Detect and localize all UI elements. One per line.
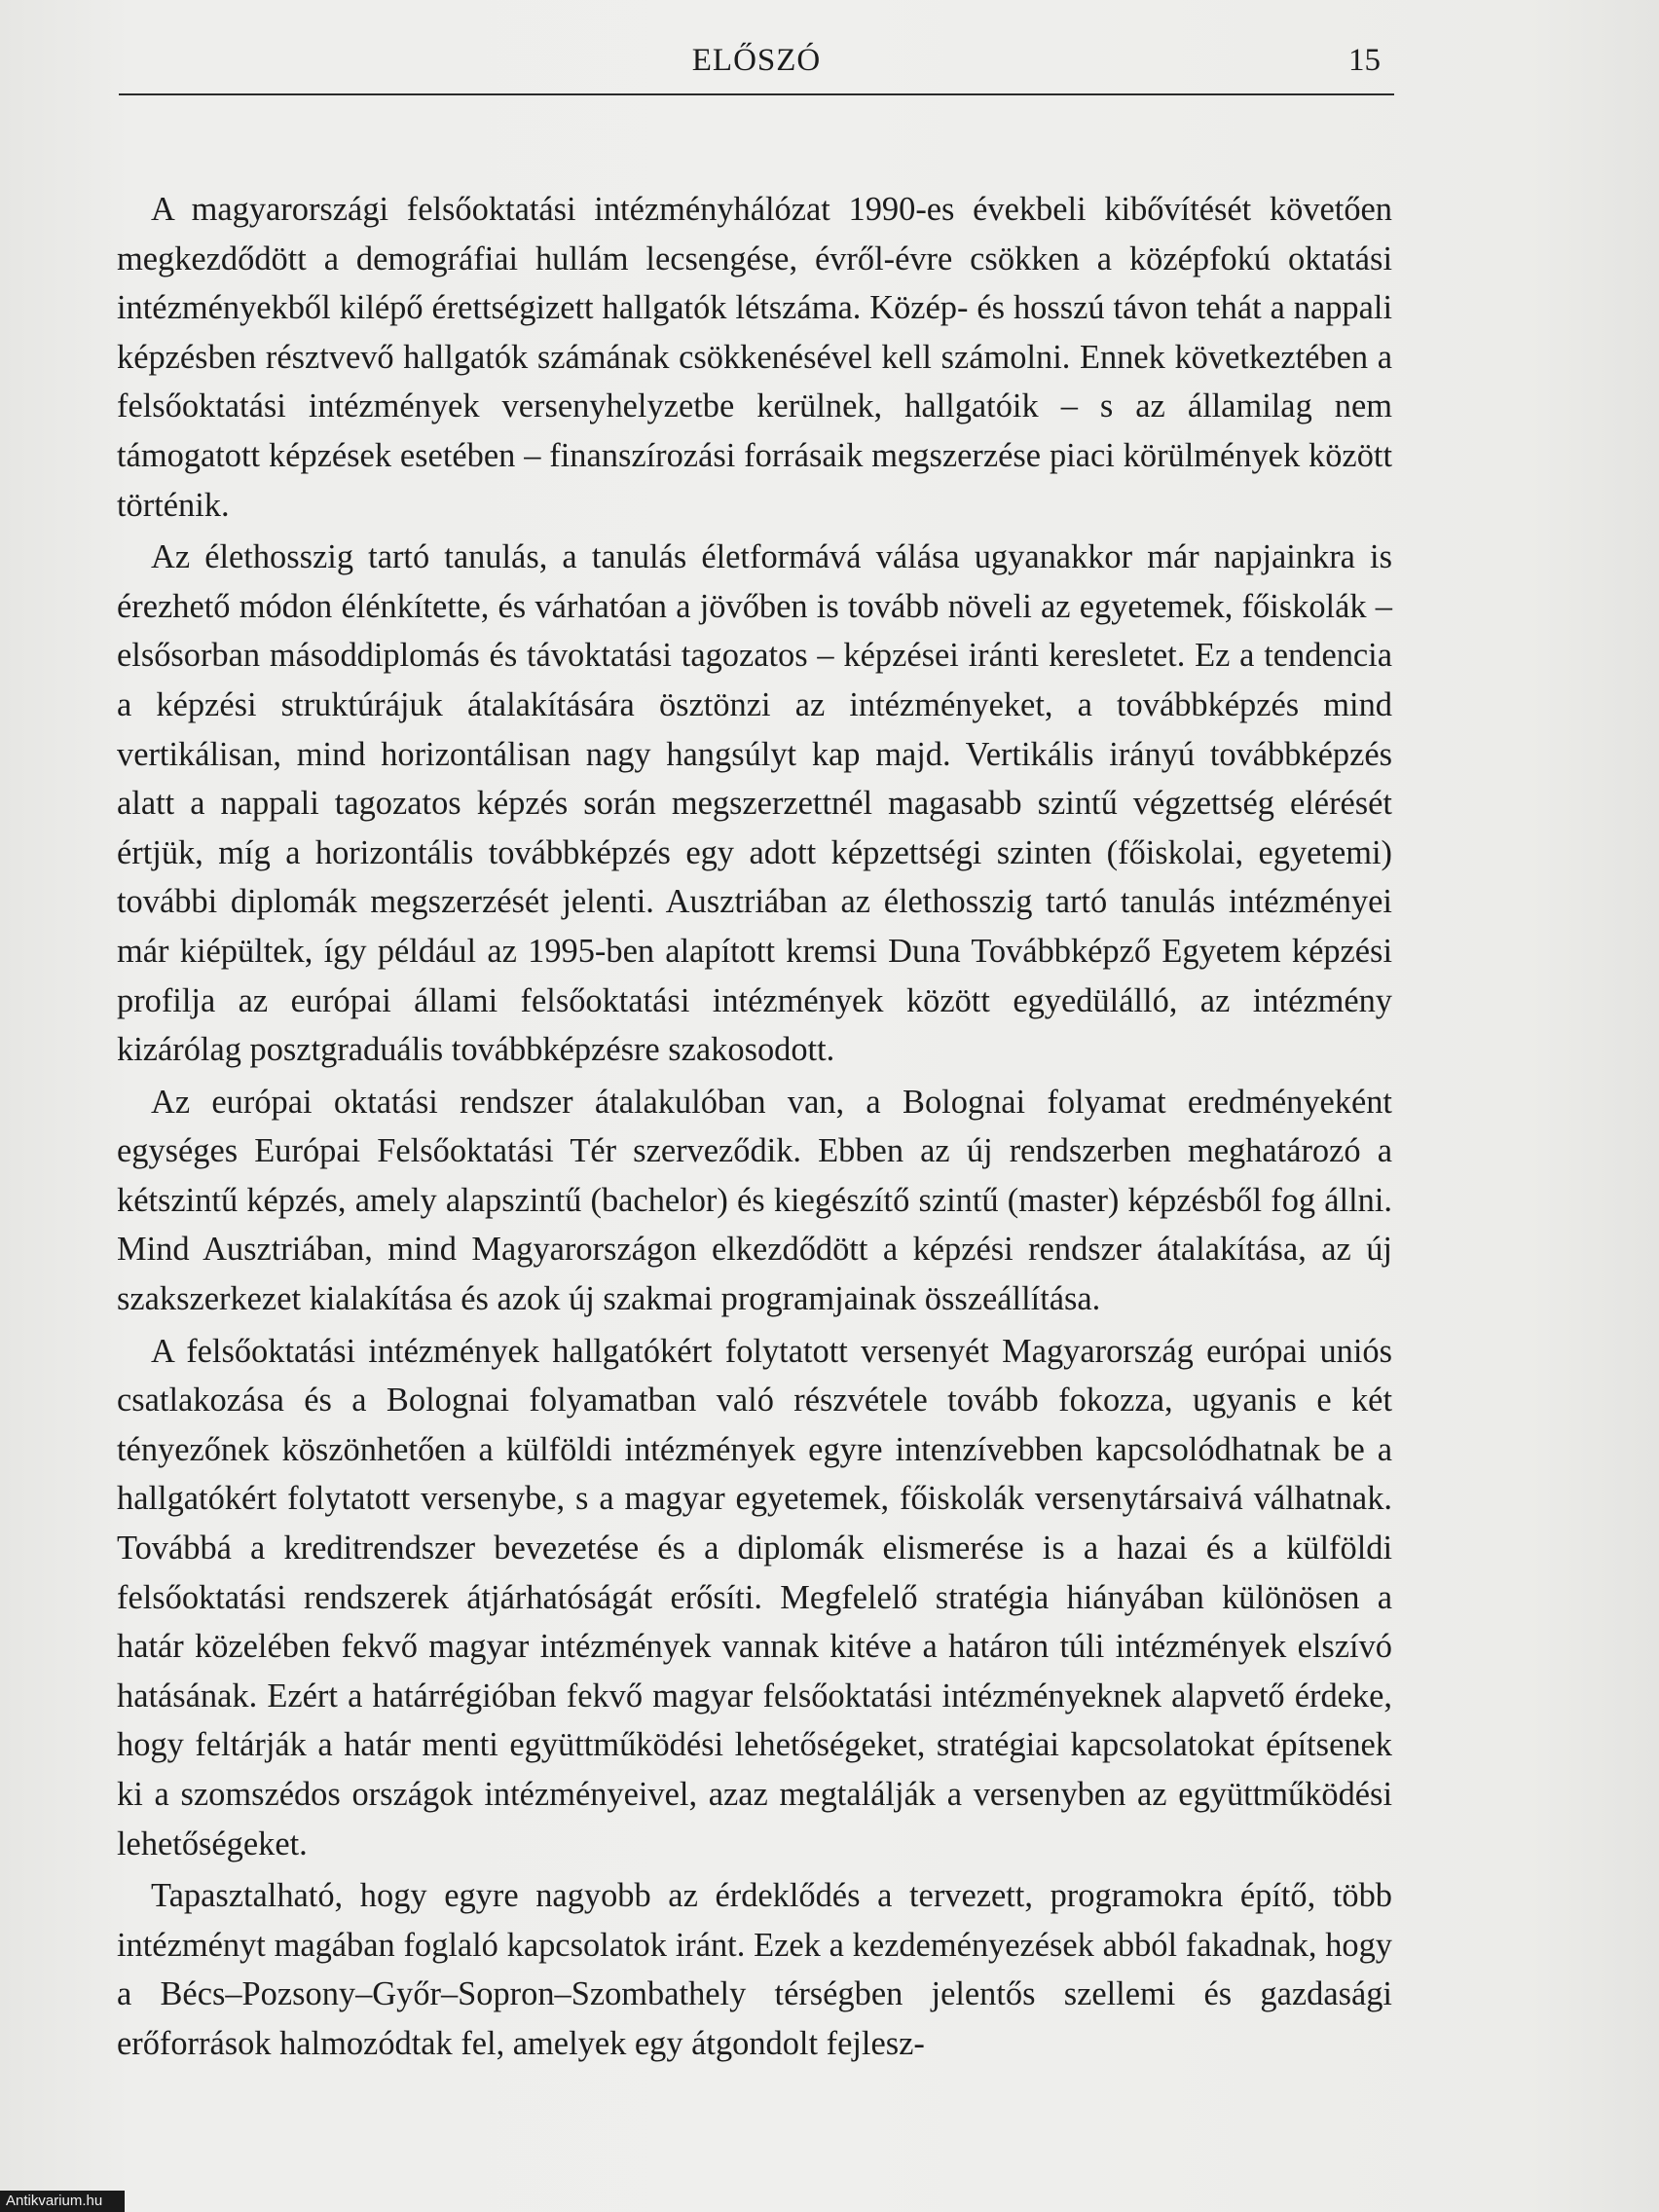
paragraph-2: Az élethosszig tartó tanulás, a tanulás életformává válása ugyanakkor már napjainkra is érezhető módon élénkítette, és várhatóan a jövőben is tovább növeli az egyetemek, főiskolák – elsősorban másoddiplomás és távoktatási tagozatos – képzései iránti keresletet. Ez a tendencia a képzési struktúrájuk átalakítására ösztönzi az intézményeket, a továbbképzés mind vertikálisan, mind horizontálisan nagy hangsúlyt kap majd. Vertikális irányú továbbképzés alatt a nappali tagozatos képzés során megszerzettnél magasabb szintű végzettség elérését értjük, míg a horizontális továbbképzés egy adott képzettségi szinten (főiskolai, egyetemi) további diplomák megszerzését jelenti. Ausztriában az élethosszig tartó tanulás intézményei már kiépültek, így például az 1995-ben alapított kremsi Duna Továbbképző Egyetem képzési profilja az európai állami felsőoktatási intézmények között egyedülálló, az intézmény kizárólag posztgraduális továbbképzésre szakosodott. <box>117 538 1392 1069</box>
watermark: Antikvarium.hu <box>0 2191 125 2212</box>
paragraph-5: Tapasztalható, hogy egyre nagyobb az érdeklődés a tervezett, programokra építő, több intézményt magában foglaló kapcsolatok iránt. Ezek a kezdeményezések abból fakadnak, hogy a Bécs–Pozsony–Győr–Sopron–Szombathely térségben jelentős szellemi és gazdasági erőforrások halmozódtak fel, amelyek egy átgondolt fejlesz- <box>117 1877 1392 2062</box>
chapter-title: ELŐSZÓ <box>691 43 822 78</box>
page-number: 15 <box>1348 43 1381 78</box>
paragraph-4: A felsőoktatási intézmények hallgatókért folytatott versenyét Magyarország európai uniós csatlakozása és a Bolognai folyamatban való részvétele tovább fokozza, ugyanis e két tényezőnek köszönhetően a külföldi intézmények egyre intenzívebben kapcsolódhatnak be a hallgatókért folytatott versenybe, s a magyar egyetemek, főiskolák versenytársaivá válhatnak. Továbbá a kreditrendszer bevezetése és a diplomák elismerése is a hazai és a külföldi felsőoktatási rendszerek átjárhatóságát erősíti. Megfelelő stratégia hiányában különösen a határ közelében fekvő magyar intézmények vannak kitéve a határon túli intézmények elszívó hatásának. Ezért a határrégióban fekvő magyar felsőoktatási intézményeknek alapvető érdeke, hogy feltárják a határ menti együttműködési lehetőségeket, stratégiai kapcsolatokat építsenek ki a szomszédos országok intézményeivel, azaz megtalálják a versenyben az együttműködési lehetőségeket. <box>117 1332 1392 1862</box>
paragraph-3: Az európai oktatási rendszer átalakulóban van, a Bolognai folyamat eredményeként egységes Európai Felsőoktatási Tér szerveződik. Ebben az új rendszerben meghatározó a kétszintű képzés, amely alapszintű (bachelor) és kiegészítő szintű (master) képzésből fog állni. Mind Ausztriában, mind Magyarországon elkezdődött a képzési rendszer átalakítása, az új szakszerkezet kialakítása és azok új szakmai programjainak összeállítása. <box>117 1083 1392 1318</box>
body-text <box>117 185 1392 2069</box>
running-header <box>119 39 1394 95</box>
paragraph-1: A magyarországi felsőoktatási intézményhálózat 1990-es évekbeli kibővítését követően megkezdődött a demográfiai hullám lecsengése, évről-évre csökken a középfokú oktatási intézményekből kilépő érettségizett hallgatók létszáma. Közép- és hosszú távon tehát a nappali képzésben résztvevő hallgatók számának csökkenésével kell számolni. Ennek következtében a felsőoktatási intézmények versenyhelyzetbe kerülnek, hallgatóik – s az államilag nem támogatott képzések esetében – finanszírozási forrásaik megszerzése piaci körülmények között történik. <box>117 191 1392 524</box>
